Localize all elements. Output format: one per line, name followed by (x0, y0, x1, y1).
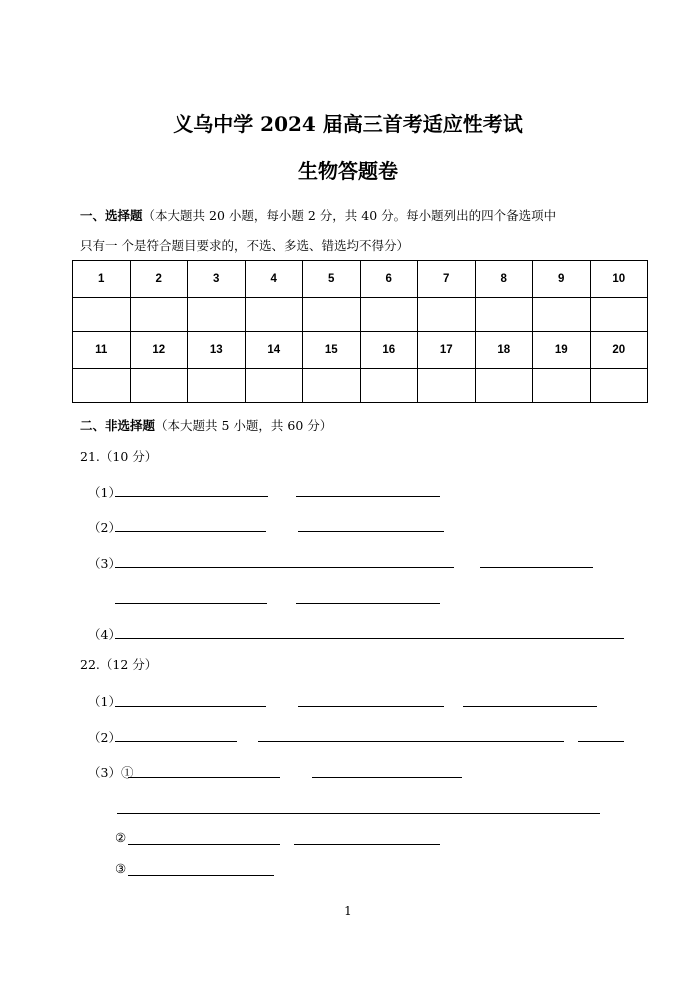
answer-cell[interactable] (418, 369, 476, 403)
answer-blank[interactable] (115, 603, 267, 604)
question-number-cell: 14 (245, 332, 303, 369)
answer-blank[interactable] (115, 741, 237, 742)
question-21-label: 21.（10 分） (80, 449, 158, 464)
q22-part2-label: （2） (88, 730, 121, 745)
question-number-cell: 8 (475, 261, 533, 298)
answer-cell[interactable] (188, 369, 246, 403)
question-number-cell: 17 (418, 332, 476, 369)
section-1-desc-line2: 只有一 个是符合题目要求的，不选、多选、错选均不得分） (80, 238, 409, 253)
answer-cell[interactable] (590, 298, 648, 332)
question-number-cell: 4 (245, 261, 303, 298)
answer-grid (72, 260, 648, 403)
answer-cell[interactable] (73, 369, 131, 403)
answer-cell[interactable] (245, 369, 303, 403)
answer-cell[interactable] (360, 298, 418, 332)
answer-blank[interactable] (578, 741, 624, 742)
answer-cell[interactable] (418, 298, 476, 332)
answer-blank[interactable] (115, 638, 624, 639)
answer-blank[interactable] (480, 567, 593, 568)
answer-blank[interactable] (128, 777, 280, 778)
q22-part3-label: （3）① (88, 765, 134, 780)
q21-part3-label: （3） (88, 556, 121, 571)
answer-cell[interactable] (130, 369, 188, 403)
section-2-desc: （本大题共 5 小题，共 60 分） (155, 418, 333, 433)
question-number-cell: 15 (303, 332, 361, 369)
answer-cell[interactable] (360, 369, 418, 403)
answer-cell[interactable] (303, 369, 361, 403)
answer-cell[interactable] (303, 298, 361, 332)
question-number-cell: 16 (360, 332, 418, 369)
section-1-intro (80, 206, 556, 224)
answer-blank[interactable] (463, 706, 597, 707)
answer-cell[interactable] (533, 369, 591, 403)
answer-blank[interactable] (298, 706, 444, 707)
question-number-cell: 10 (590, 261, 648, 298)
q22-part1-label: （1） (88, 694, 121, 709)
question-number-cell: 6 (360, 261, 418, 298)
question-number-cell: 18 (475, 332, 533, 369)
answer-cell[interactable] (475, 298, 533, 332)
page-number: 1 (344, 904, 352, 918)
answer-blank[interactable] (115, 567, 454, 568)
question-number-cell: 12 (130, 332, 188, 369)
question-number-cell: 13 (188, 332, 246, 369)
q21-part1-label: （1） (88, 485, 121, 500)
answer-blank[interactable] (258, 741, 564, 742)
question-number-cell: 3 (188, 261, 246, 298)
q22-subpart2-label: ② (115, 830, 127, 845)
answer-cell[interactable] (245, 298, 303, 332)
answer-blank[interactable] (115, 531, 266, 532)
q22-subpart3-label: ③ (115, 861, 127, 876)
q21-part2-label: （2） (88, 520, 121, 535)
answer-cell[interactable] (188, 298, 246, 332)
section-2-intro (80, 416, 332, 434)
answer-blank[interactable] (312, 777, 462, 778)
answer-blank[interactable] (128, 875, 274, 876)
answer-grid-number-row (73, 261, 648, 298)
question-number-cell: 19 (533, 332, 591, 369)
answer-blank[interactable] (294, 844, 440, 845)
answer-grid-answer-row (73, 369, 648, 403)
answer-blank[interactable] (296, 603, 440, 604)
section-2-heading: 二、非选择题 (80, 418, 156, 433)
answer-cell[interactable] (475, 369, 533, 403)
question-number-cell: 5 (303, 261, 361, 298)
answer-cell[interactable] (73, 298, 131, 332)
question-number-cell: 20 (590, 332, 648, 369)
answer-blank[interactable] (117, 813, 600, 814)
section-1-desc-line1: （本大题共 20 小题，每小题 2 分，共 40 分。每小题列出的四个备选项中 (142, 208, 557, 223)
answer-grid-answer-row (73, 298, 648, 332)
answer-grid-number-row (73, 332, 648, 369)
answer-cell[interactable] (590, 369, 648, 403)
answer-blank[interactable] (296, 496, 440, 497)
answer-blank[interactable] (298, 531, 444, 532)
answer-blank[interactable] (115, 706, 266, 707)
question-number-cell: 9 (533, 261, 591, 298)
question-number-cell: 11 (73, 332, 131, 369)
answer-blank[interactable] (115, 496, 268, 497)
question-number-cell: 1 (73, 261, 131, 298)
answer-blank[interactable] (128, 844, 280, 845)
question-number-cell: 2 (130, 261, 188, 298)
q21-part4-label: （4） (88, 627, 121, 642)
answer-cell[interactable] (533, 298, 591, 332)
answer-sheet-subtitle: 生物答题卷 (298, 159, 398, 183)
exam-title: 义乌中学 2024 届高三首考适应性考试 (173, 112, 523, 136)
answer-cell[interactable] (130, 298, 188, 332)
section-1-heading: 一、选择题 (80, 208, 143, 223)
question-number-cell: 7 (418, 261, 476, 298)
question-22-label: 22.（12 分） (80, 657, 158, 672)
